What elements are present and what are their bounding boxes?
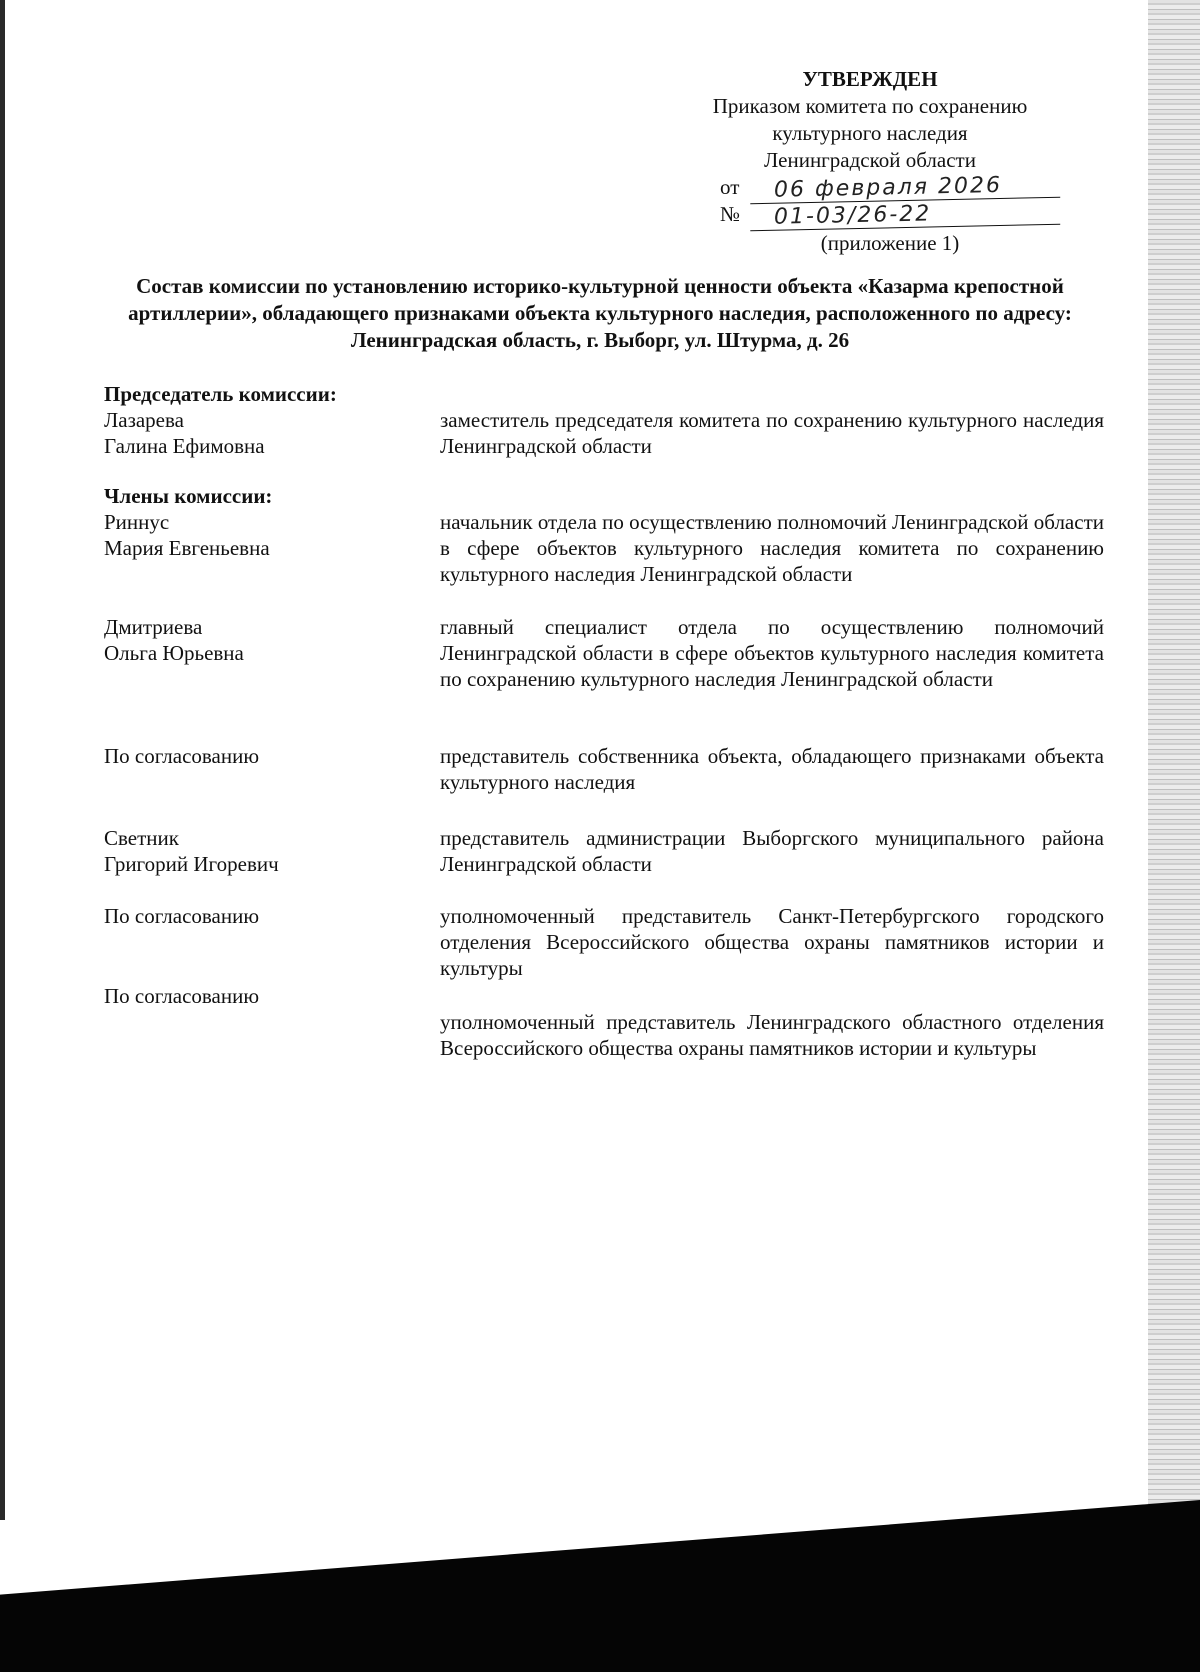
- member-role: заместитель председателя комитета по сохранению культурного наследия Ленинградской области: [440, 408, 1104, 458]
- member-surname: По согласованию: [104, 744, 260, 768]
- member-role: представитель администрации Выборгского муниципального района Ленинградской области: [440, 826, 1104, 876]
- approval-block: [680, 66, 1060, 257]
- member-surname: Риннус: [104, 510, 170, 534]
- approval-number-label: №: [720, 202, 741, 226]
- member-role: главный специалист отдела по осуществлению полномочий Ленинградской области в сфере объектов культурного наследия комитета по сохранению культурного наследия Ленинградской области: [440, 615, 1104, 691]
- member-name: [104, 614, 404, 666]
- member-name: [104, 983, 404, 1009]
- member-given-names: Ольга Юрьевна: [104, 641, 244, 665]
- member-name: [104, 825, 404, 877]
- member-surname: Дмитриева: [104, 615, 203, 639]
- member-given-names: Мария Евгеньевна: [104, 536, 270, 560]
- approval-date-row: [720, 174, 1060, 201]
- member-name: [104, 743, 404, 769]
- member-name: [104, 407, 404, 459]
- approval-date-handwritten: 06 февраля 2026: [750, 173, 1060, 204]
- approval-number-handwritten: 01-03/26-22: [750, 200, 1060, 231]
- approval-line-1: Приказом комитета по сохранению: [712, 94, 1028, 118]
- approval-number-row: [720, 201, 1060, 228]
- members-heading: Члены комиссии:: [104, 484, 273, 508]
- member-surname: По согласованию: [104, 984, 260, 1008]
- approval-line-2: культурного наследия: [772, 121, 968, 145]
- approval-appendix: (приложение 1): [820, 231, 960, 255]
- member-role: представитель собственника объекта, обладающего признаками объекта культурного наследия: [440, 744, 1104, 794]
- member-name: [104, 509, 404, 561]
- member-given-names: Галина Ефимовна: [104, 434, 265, 458]
- approval-line-3: Ленинградской области: [764, 148, 976, 172]
- member-surname: По согласованию: [104, 904, 260, 928]
- member-role: уполномоченный представитель Санкт-Петербургского городского отделения Всероссийского общества охраны памятников истории и культуры: [440, 904, 1104, 980]
- scan-right-edge: [1148, 0, 1200, 1540]
- member-name: [104, 903, 404, 929]
- member-given-names: Григорий Игоревич: [104, 852, 279, 876]
- member-surname: Светник: [104, 826, 179, 850]
- member-role: начальник отдела по осуществлению полномочий Ленинградской области в сфере объектов культурного наследия комитета по сохранению культурного наследия Ленинградской области: [440, 510, 1104, 586]
- member-surname: Лазарева: [104, 408, 184, 432]
- chairman-heading: Председатель комиссии:: [104, 382, 337, 406]
- approval-date-label: от: [720, 175, 740, 199]
- document-title: Состав комиссии по установлению историко-культурной ценности объекта «Казарма крепостной артиллерии», обладающего признаками объекта культурного наследия, расположенного по адресу: Ленинградская область, г. Выборг, ул. Штурма, д. 26: [128, 274, 1072, 352]
- scan-left-edge: [0, 0, 5, 1520]
- approval-title: УТВЕРЖДЕН: [802, 67, 938, 91]
- scan-bottom-edge: [0, 1500, 1200, 1672]
- member-role: уполномоченный представитель Ленинградского областного отделения Всероссийского общества охраны памятников истории и культуры: [440, 1010, 1104, 1060]
